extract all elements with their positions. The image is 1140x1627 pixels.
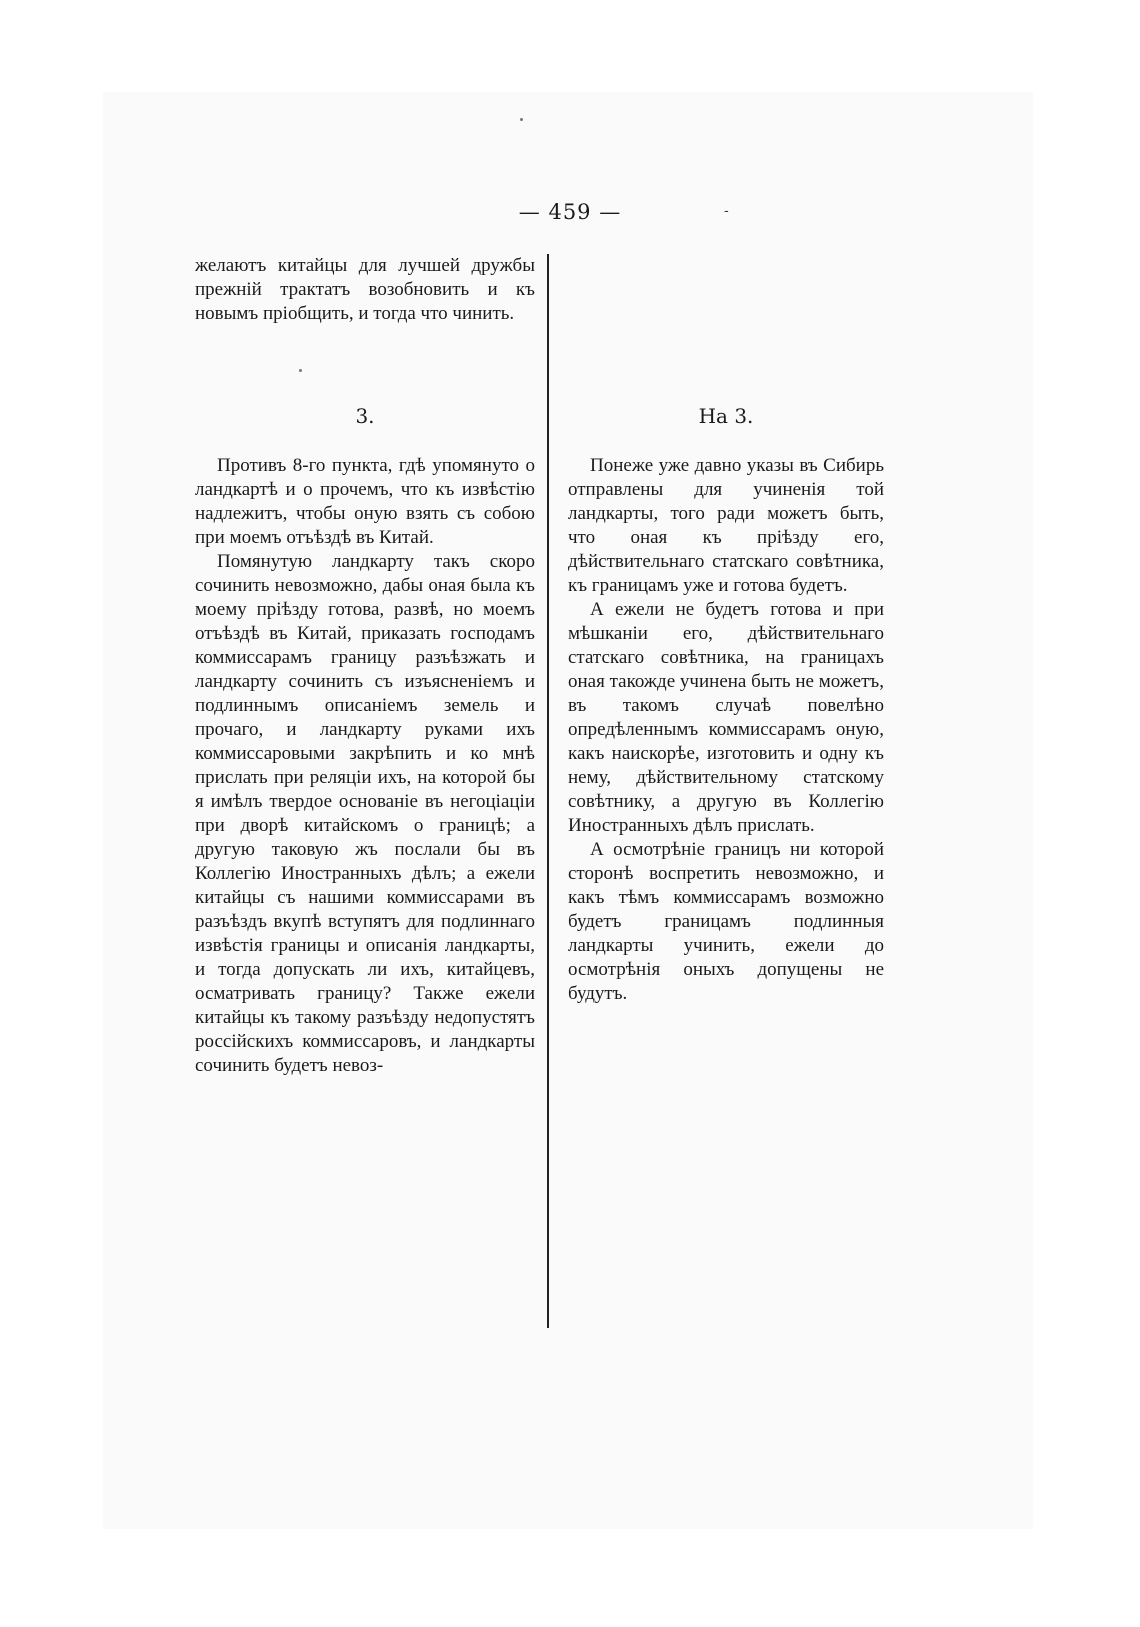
- scan-speck: [299, 369, 302, 372]
- left-paragraph: Помянутую ландкарту такъ скоро сочинить невозможно, дабы оная была къ моему пріѣзду готова, развѣ, но моемъ отъѣздѣ въ Китай, приказать господамъ коммиссарамъ границу разъѣзжать и ландкарту сочинить съ изъясненіемъ и подлиннымъ описаніемъ земель и прочаго, и ландкарту руками ихъ коммиссаровыми закрѣпить и ко мнѣ прислать при реляціи ихъ, на которой бы я имѣлъ твердое основаніе въ негоціаціи при дворѣ китайскомъ о границѣ; а другую таковую жъ послали бы въ Коллегію Иностранныхъ дѣлъ; а ежели китайцы съ нашими коммиссарами въ разъѣздъ вкупѣ вступятъ для подлиннаго извѣстія границы и описанія ландкарты, и тогда допускать ли ихъ, китайцевъ, осматривать границу? Также ежели китайцы къ такому разъѣзду недопустятъ россійскихъ коммиссаровъ, и ландкарты сочинить будетъ невоз-: [195, 551, 535, 1076]
- left-intro-text: желаютъ китайцы для лучшей дружбы прежній трактатъ возобновить и къ новымъ пріобщить, и тогда что чинить.: [195, 255, 535, 324]
- left-paragraph: Противъ 8-го пункта, гдѣ упомянуто о ландкартѣ и о прочемъ, что къ извѣстію надлежитъ, чтобы оную взять съ собою при моемъ отъѣздѣ въ Китай.: [195, 455, 535, 548]
- scan-mark: -: [724, 203, 729, 219]
- right-paragraph: Понеже уже давно указы въ Сибирь отправлены для учиненія той ландкарты, того ради можетъ быть, что оная къ пріѣзду его, дѣйствительнаго статскаго совѣтника, къ границамъ уже и готова будетъ.: [568, 455, 884, 596]
- page-number: — 459 —: [518, 200, 622, 224]
- left-column-body: [195, 454, 535, 1078]
- right-paragraph: А ежели не будетъ готова и при мѣшканіи его, дѣйствительнаго статскаго совѣтника, на границахъ оная такожде учинена быть не можетъ, въ такомъ случаѣ повелѣно опредѣленнымъ коммиссарамъ оную, какъ наискорѣе, изготовить и одну къ нему, дѣйствительному статскому совѣтнику, а другую въ Коллегію Иностранныхъ дѣлъ прислать.: [568, 599, 884, 836]
- right-column-body: [568, 454, 884, 1006]
- left-intro-block: [195, 254, 535, 326]
- column-divider: [547, 254, 549, 1328]
- right-section-heading: На 3.: [698, 404, 754, 428]
- right-paragraph: А осмотрѣніе границъ ни которой сторонѣ воспретить невозможно, и какъ тѣмъ коммиссарамъ возможно будетъ границамъ подлинныя ландкарты учинить, ежели до осмотрѣнія оныхъ допущены не будутъ.: [568, 839, 884, 1004]
- scan-speck: [520, 118, 523, 121]
- left-section-heading: 3.: [355, 404, 375, 428]
